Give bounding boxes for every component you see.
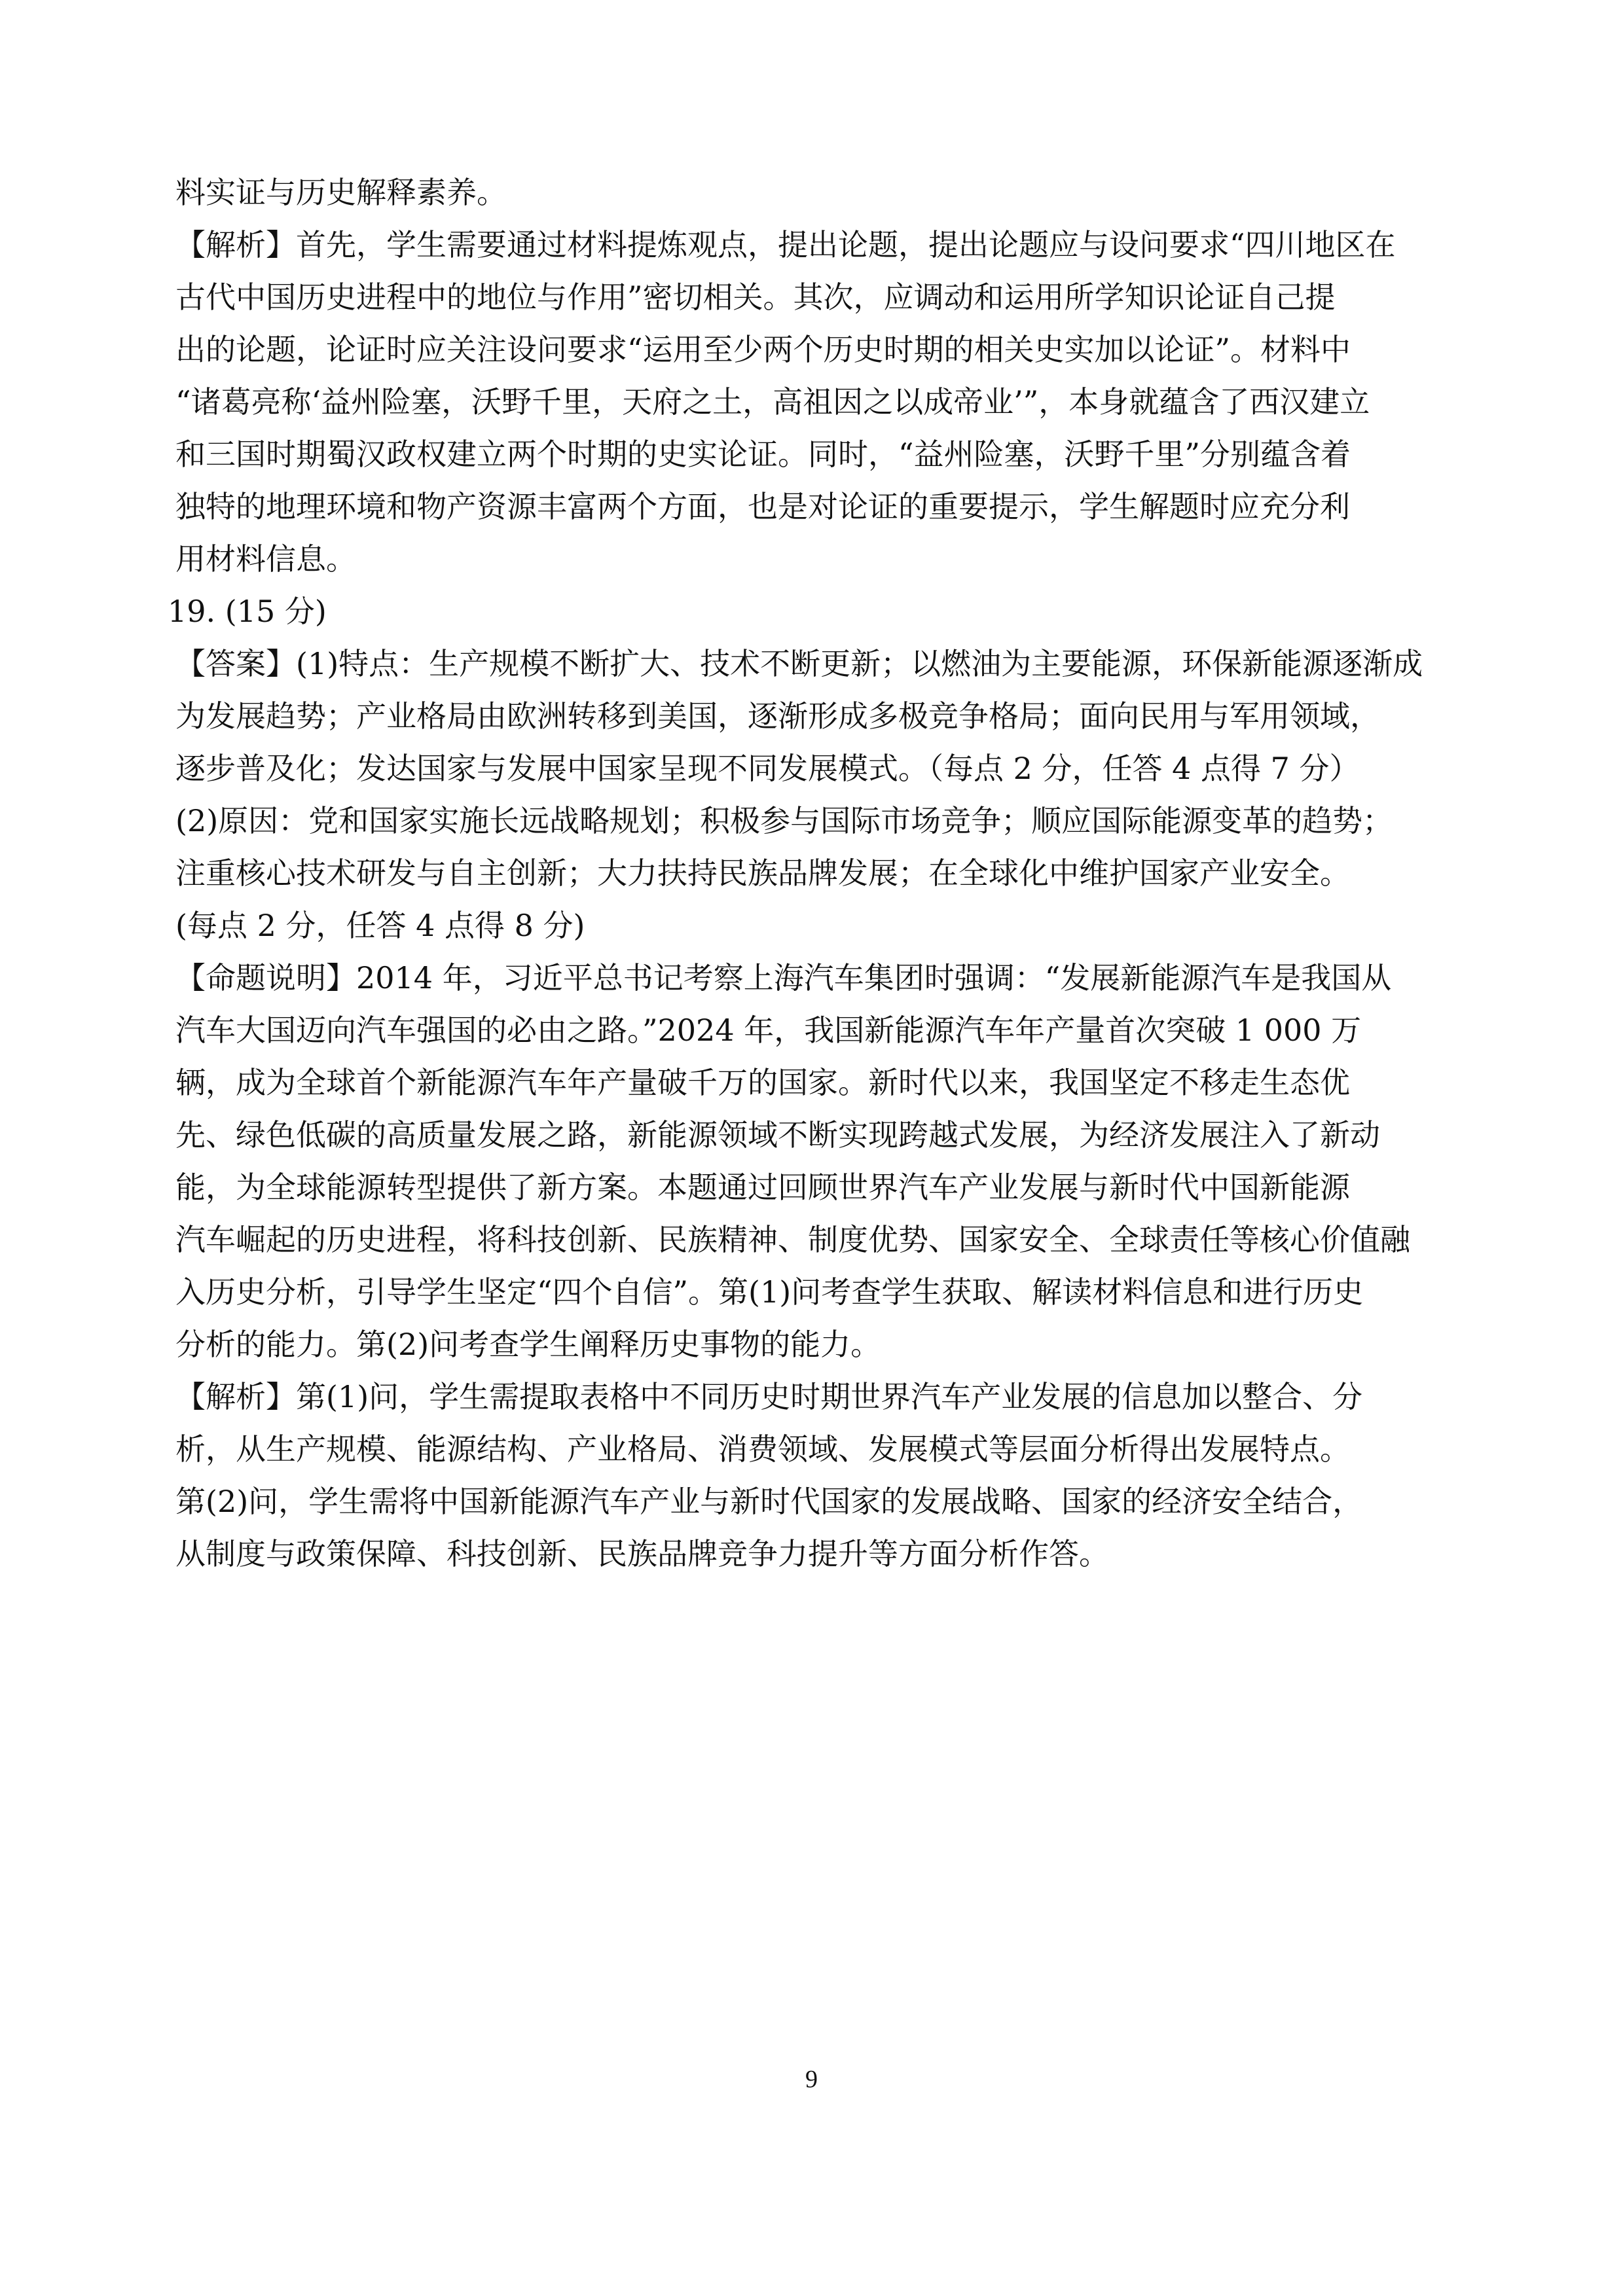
text-line: 注重核心技术研发与自主创新；大力扶持民族品牌发展；在全球化中维护国家产业安全。 [175,855,1350,891]
text-line: 汽车崛起的历史进程，将科技创新、民族精神、制度优势、国家安全、全球责任等核心价值融 [175,1222,1410,1257]
text-line: 析，从生产规模、能源结构、产业格局、消费领域、发展模式等层面分析得出发展特点。 [175,1431,1350,1467]
text-line: 【解析】首先，学生需要通过材料提炼观点，提出论题，提出论题应与设问要求“四川地区在 [175,227,1396,262]
text-line: 用材料信息。 [175,541,356,577]
text-line: 汽车大国迈向汽车强国的必由之路。”2024 年，我国新能源汽车年产量首次突破 1 000 万 [175,1013,1362,1048]
text-line: 逐步普及化；发达国家与发展中国家呈现不同发展模式。（每点 2 分，任答 4 点得 7 分） [175,751,1360,786]
text-line: 【答案】(1)特点：生产规模不断扩大、技术不断更新；以燃油为主要能源，环保新能源逐渐成 [175,646,1423,681]
text-line: 独特的地理环境和物产资源丰富两个方面，也是对论证的重要提示，学生解题时应充分利 [175,489,1350,524]
text-line: 出的论题，论证时应关注设问要求“运用至少两个历史时期的相关史实加以论证”。材料中 [175,332,1351,367]
text-line: 辆，成为全球首个新能源汽车年产量破千万的国家。新时代以来，我国坚定不移走生态优 [175,1065,1350,1100]
text-line: 料实证与历史解释素养。 [175,175,507,210]
text-line: 从制度与政策保障、科技创新、民族品牌竞争力提升等方面分析作答。 [175,1536,1109,1571]
text-line: 【命题说明】2014 年，习近平总书记考察上海汽车集团时强调：“发展新能源汽车是我国从 [175,960,1392,996]
question-number: 19. (15 分) [168,594,327,629]
text-line: 能，为全球能源转型提供了新方案。本题通过回顾世界汽车产业发展与新时代中国新能源 [175,1170,1350,1205]
text-line: 和三国时期蜀汉政权建立两个时期的史实论证。同时，“益州险塞，沃野千里”分别蕴含着 [175,437,1351,472]
text-line: “诸葛亮称‘益州险塞，沃野千里，天府之土，高祖因之以成帝业’”，本身就蕴含了西汉建立 [175,384,1370,420]
text-line: 【解析】第(1)问，学生需提取表格中不同历史时期世界汽车产业发展的信息加以整合、分 [175,1379,1363,1414]
text-line: (每点 2 分，任答 4 点得 8 分) [175,908,585,943]
text-line: 第(2)问，学生需将中国新能源汽车产业与新时代国家的发展战略、国家的经济安全结合， [175,1484,1363,1519]
text-line: (2)原因：党和国家实施长远战略规划；积极参与国际市场竞争；顺应国际能源变革的趋势； [175,803,1393,838]
answer-text-body [168,166,1452,1580]
page-number: 9 [805,2066,818,2093]
text-line: 古代中国历史进程中的地位与作用”密切相关。其次，应调动和运用所学知识论证自己提 [175,279,1336,315]
text-line: 入历史分析，引导学生坚定“四个自信”。第(1)问考查学生获取、解读材料信息和进行历史 [175,1274,1364,1310]
text-line: 分析的能力。第(2)问考查学生阐释历史事物的能力。 [175,1327,881,1362]
text-line: 先、绿色低碳的高质量发展之路，新能源领域不断实现跨越式发展，为经济发展注入了新动 [175,1117,1380,1153]
text-line: 为发展趋势；产业格局由欧洲转移到美国，逐渐形成多极竞争格局；面向民用与军用领域， [175,698,1380,734]
